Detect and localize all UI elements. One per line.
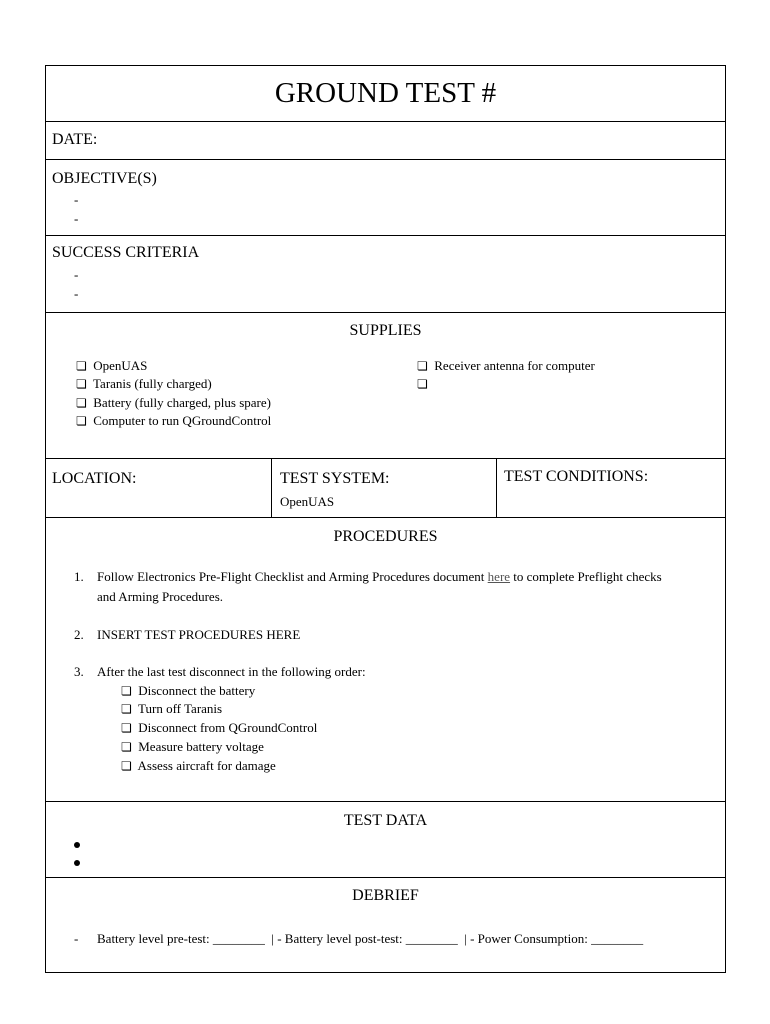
disconnect-label: Assess aircraft for damage — [137, 758, 276, 773]
disconnect-label: Disconnect the battery — [138, 683, 256, 698]
step-1-text — [97, 567, 719, 607]
debrief-line: Battery level pre-test: ________ | - Battery level post-test: ________ | - Power Consumption: ________ — [97, 931, 644, 946]
supply-item[interactable] — [417, 376, 431, 392]
test-data-heading: TEST DATA — [343, 812, 428, 829]
step-1-text-start: Follow Electronics Pre-Flight Checklist and Arming Procedures document — [97, 569, 488, 584]
supply-item[interactable] — [76, 395, 271, 411]
checkbox-icon[interactable]: ❏ — [121, 721, 132, 735]
supply-label: OpenUAS — [93, 358, 148, 373]
disconnect-label: Measure battery voltage — [138, 739, 264, 754]
title-section — [46, 66, 725, 122]
supply-item[interactable] — [76, 376, 212, 392]
checkbox-icon[interactable]: ❏ — [76, 414, 87, 428]
step-2-text: INSERT TEST PROCEDURES HERE — [97, 627, 301, 642]
test-conditions-cell — [497, 459, 725, 518]
location-cell — [46, 459, 272, 518]
supply-item[interactable] — [417, 358, 595, 374]
debrief-dash: - — [74, 931, 79, 946]
step-1-text-end: to complete Preflight checks — [510, 569, 662, 584]
bullet-icon — [74, 860, 80, 866]
objectives-section — [46, 160, 725, 236]
date-label: DATE: — [52, 131, 98, 148]
disconnect-item[interactable] — [121, 739, 264, 755]
bullet-icon — [74, 842, 80, 848]
test-system-value: OpenUAS — [280, 494, 335, 509]
supply-item[interactable] — [76, 413, 271, 429]
test-system-label: TEST SYSTEM: — [280, 470, 390, 487]
checkbox-icon[interactable]: ❏ — [121, 684, 132, 698]
step-3-text: After the last test disconnect in the following order: — [97, 664, 366, 679]
form-title: GROUND TEST # — [274, 77, 497, 109]
checkbox-icon[interactable]: ❏ — [417, 377, 428, 391]
procedures-section — [46, 518, 725, 802]
checkbox-icon[interactable]: ❏ — [417, 359, 428, 373]
step-number: 1. — [74, 569, 84, 584]
disconnect-item[interactable] — [121, 701, 222, 717]
test-conditions-label: TEST CONDITIONS: — [504, 468, 649, 485]
step-number: 2. — [74, 627, 84, 642]
step-1-text-line2: and Arming Procedures. — [97, 589, 224, 604]
supplies-section — [46, 313, 725, 459]
supply-label: Battery (fully charged, plus spare) — [93, 395, 271, 410]
checkbox-icon[interactable]: ❏ — [121, 740, 132, 754]
supply-label: Taranis (fully charged) — [93, 376, 212, 391]
info-row — [46, 459, 725, 518]
objective-item: - — [74, 192, 79, 207]
disconnect-item[interactable] — [121, 758, 276, 774]
success-item: - — [74, 286, 79, 301]
success-criteria-label: SUCCESS CRITERIA — [52, 244, 200, 261]
checkbox-icon[interactable]: ❏ — [76, 377, 87, 391]
objective-item: - — [74, 211, 79, 226]
step-number: 3. — [74, 664, 84, 679]
supply-label: Receiver antenna for computer — [434, 358, 595, 373]
disconnect-label: Turn off Taranis — [138, 701, 223, 716]
supply-label: Computer to run QGroundControl — [93, 413, 272, 428]
test-data-section — [46, 802, 725, 878]
location-label: LOCATION: — [52, 470, 137, 487]
debrief-heading: DEBRIEF — [352, 887, 419, 904]
checkbox-icon[interactable]: ❏ — [76, 359, 87, 373]
checkbox-icon[interactable]: ❏ — [76, 396, 87, 410]
disconnect-label: Disconnect from QGroundControl — [138, 720, 318, 735]
ground-test-form — [45, 65, 726, 973]
supply-item[interactable] — [76, 358, 147, 374]
procedures-heading: PROCEDURES — [333, 528, 438, 545]
disconnect-item[interactable] — [121, 683, 255, 699]
success-item: - — [74, 267, 79, 282]
success-criteria-section — [46, 236, 725, 313]
objectives-label: OBJECTIVE(S) — [52, 170, 157, 187]
debrief-section — [46, 878, 725, 972]
checkbox-icon[interactable]: ❏ — [121, 702, 132, 716]
here-link[interactable]: here — [487, 569, 511, 584]
supplies-heading: SUPPLIES — [349, 322, 422, 339]
disconnect-item[interactable] — [121, 720, 317, 736]
date-section — [46, 122, 725, 160]
checkbox-icon[interactable]: ❏ — [121, 759, 132, 773]
test-system-cell — [272, 459, 497, 518]
